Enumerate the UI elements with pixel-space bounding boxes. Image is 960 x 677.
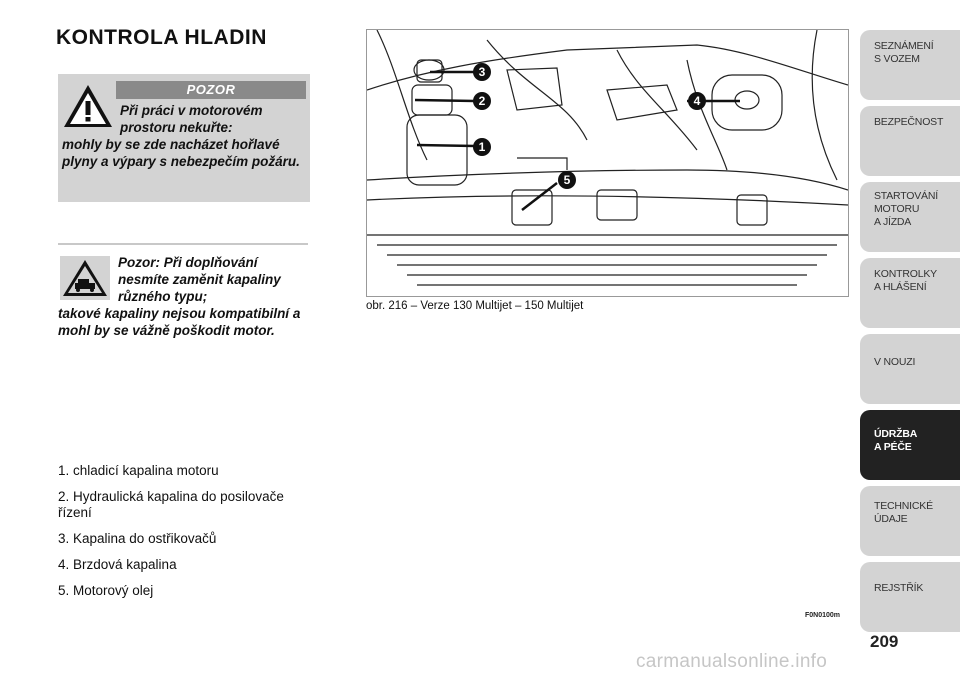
tab-label: KONTROLKY A HLÁŠENÍ (874, 268, 937, 293)
tab-technicke-udaje[interactable] (860, 486, 960, 556)
tab-label: REJSTŘÍK (874, 582, 924, 594)
caution-text-top: Pozor: Při doplňování nesmíte zaměnit kapaliny různého typu; (118, 255, 281, 304)
tab-label: SEZNÁMENÍ S VOZEM (874, 40, 934, 65)
page-number: 209 (870, 632, 899, 651)
watermark: carmanualsonline.info (636, 651, 828, 672)
tab-startovani-motoru-a-jizda[interactable] (860, 182, 960, 252)
tab-label: BEZPEČNOST (874, 116, 944, 128)
legend-item: 5. Motorový olej (58, 583, 154, 598)
tab-label: ÚDRŽBA A PÉČE (874, 428, 918, 453)
figure-code: F0N0100m (805, 612, 841, 619)
warning-text-top: Při práci v motorovém prostoru nekuřte: (120, 103, 263, 135)
engine-bay-drawing (367, 30, 848, 296)
tab-label: V NOUZI (874, 356, 916, 368)
caution-car-icon (60, 256, 110, 300)
figure-caption: obr. 216 – Verze 130 Multijet – 150 Multijet (366, 300, 584, 312)
tab-bezpecnost[interactable] (860, 106, 960, 176)
callout-1: 1 (478, 140, 486, 154)
tab-seznameni-s-vozem[interactable] (860, 30, 960, 100)
warning-triangle-icon (62, 82, 114, 130)
tab-rejstrik[interactable] (860, 562, 960, 632)
caution-divider (58, 243, 308, 245)
warning-badge: POZOR (116, 81, 306, 99)
legend-item: 4. Brzdová kapalina (58, 557, 177, 572)
legend-list (58, 463, 298, 609)
tab-kontrolky-a-hlaseni[interactable] (860, 258, 960, 328)
warning-box (58, 74, 310, 202)
legend-item: 3. Kapalina do ostřikovačů (58, 531, 217, 546)
engine-bay-figure (366, 29, 849, 297)
legend-item: 2. Hydraulická kapalina do posilovače řízení (58, 489, 284, 520)
tab-label: TECHNICKÉ ÚDAJE (874, 500, 933, 525)
callout-5: 5 (563, 173, 571, 187)
warning-text-bottom: mohly by se zde nacházet hořlavé plyny a výpary s nebezpečím požáru. (62, 137, 300, 169)
callout-3: 3 (478, 65, 486, 79)
page-title: KONTROLA HLADIN (56, 26, 267, 49)
tab-udrzba-a-pece[interactable] (860, 410, 960, 480)
tab-v-nouzi[interactable] (860, 334, 960, 404)
caution-text-bottom: takové kapaliny nejsou kompatibilní a mohl by se vážně poškodit motor. (58, 306, 301, 338)
tab-label: STARTOVÁNÍ MOTORU A JÍZDA (874, 190, 938, 228)
legend-item: 1. chladicí kapalina motoru (58, 463, 219, 478)
callout-4: 4 (693, 94, 701, 108)
callout-2: 2 (478, 94, 486, 108)
